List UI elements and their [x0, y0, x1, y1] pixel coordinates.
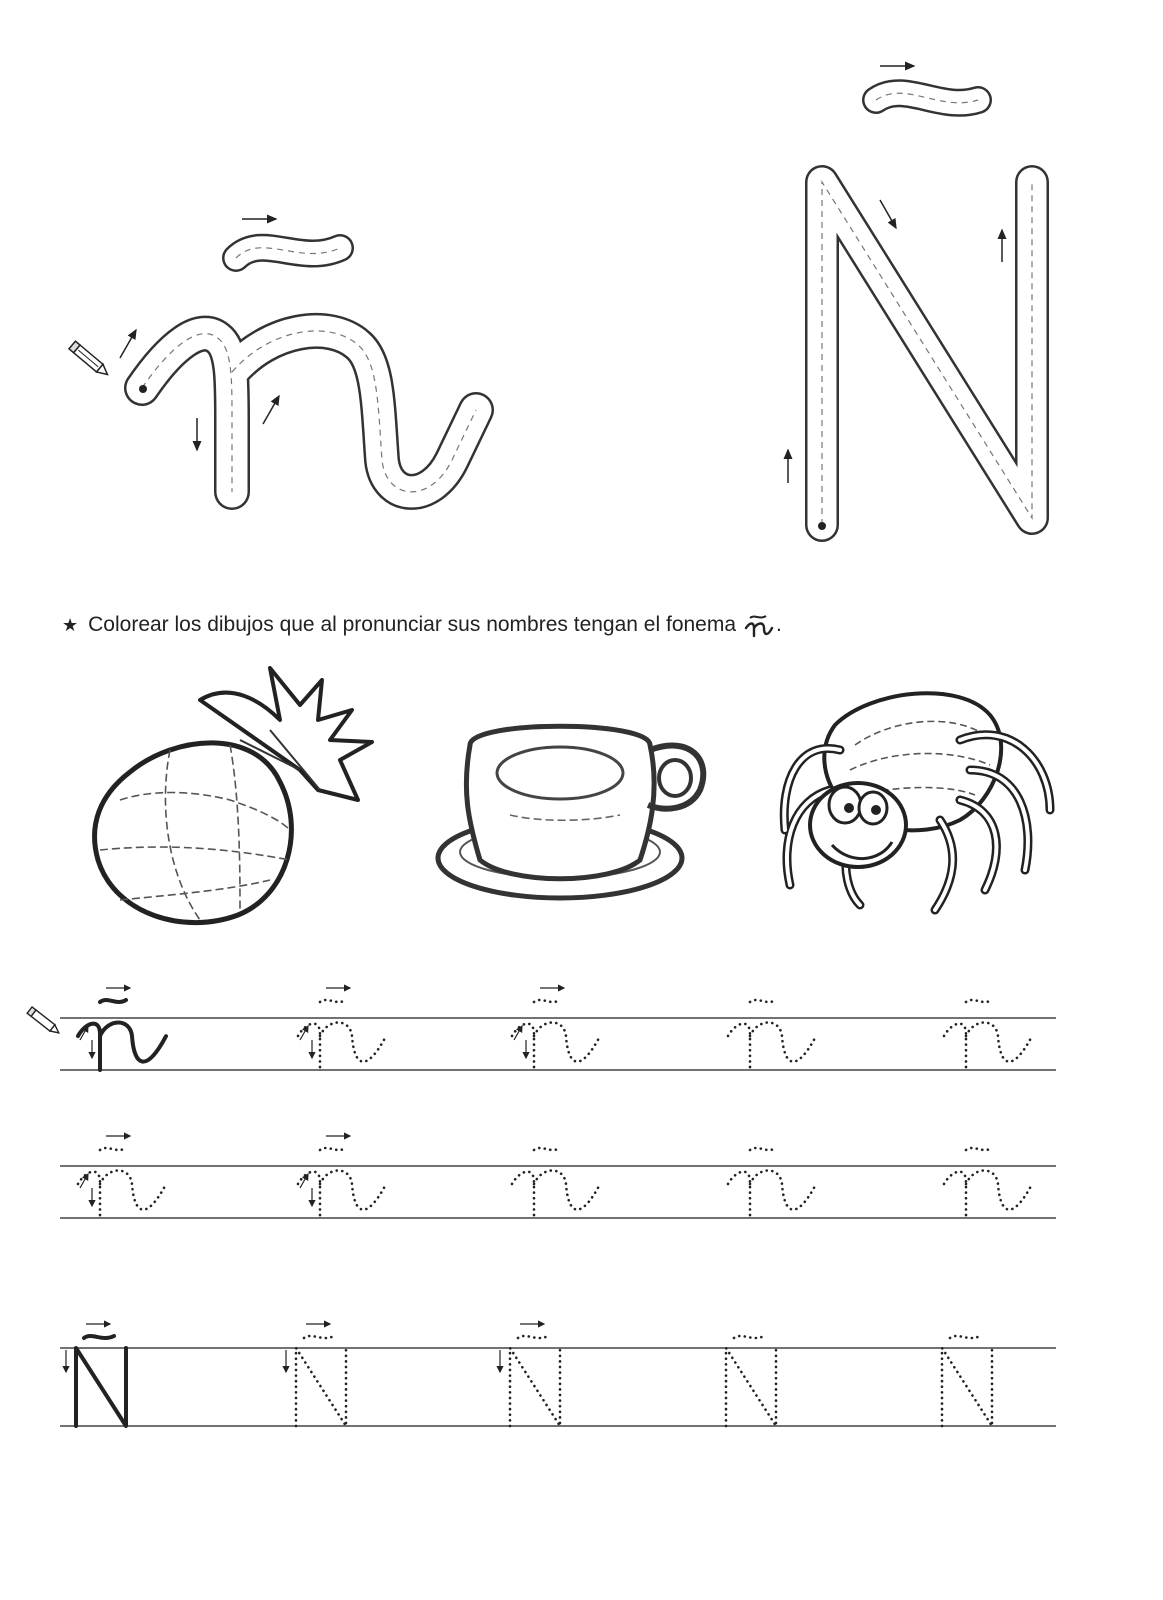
dotted-lowercase-n-tilde[interactable]: [78, 1136, 166, 1218]
dotted-uppercase-n-tilde[interactable]: [942, 1336, 992, 1426]
star-icon: ★: [62, 614, 79, 635]
instruction-end: .: [776, 613, 782, 636]
dotted-lowercase-n-tilde[interactable]: [512, 1148, 600, 1218]
dotted-lowercase-n-tilde[interactable]: [728, 1000, 816, 1070]
dotted-lowercase-n-tilde[interactable]: [944, 1000, 1032, 1070]
model-uppercase-n-tilde[interactable]: [66, 1324, 126, 1426]
model-lowercase-n-tilde[interactable]: [78, 988, 166, 1070]
dotted-uppercase-n-tilde[interactable]: [500, 1324, 560, 1426]
dotted-lowercase-n-tilde[interactable]: [944, 1148, 1032, 1218]
pencil-icon: [27, 1007, 61, 1036]
dotted-lowercase-n-tilde[interactable]: [298, 1136, 386, 1218]
dotted-uppercase-n-tilde[interactable]: [726, 1336, 776, 1426]
arrow-icon: [300, 1026, 308, 1040]
dotted-lowercase-n-tilde[interactable]: [512, 988, 600, 1070]
dotted-lowercase-n-tilde[interactable]: [728, 1148, 816, 1218]
arrow-icon: [300, 1174, 308, 1188]
dotted-lowercase-n-tilde[interactable]: [298, 988, 386, 1070]
arrow-icon: [514, 1026, 522, 1040]
dotted-uppercase-n-tilde[interactable]: [286, 1324, 346, 1426]
arrow-icon: [80, 1174, 88, 1188]
instruction-text: Colorear los dibujos que al pronunciar sus nombres tengan el fonema: [88, 613, 737, 636]
